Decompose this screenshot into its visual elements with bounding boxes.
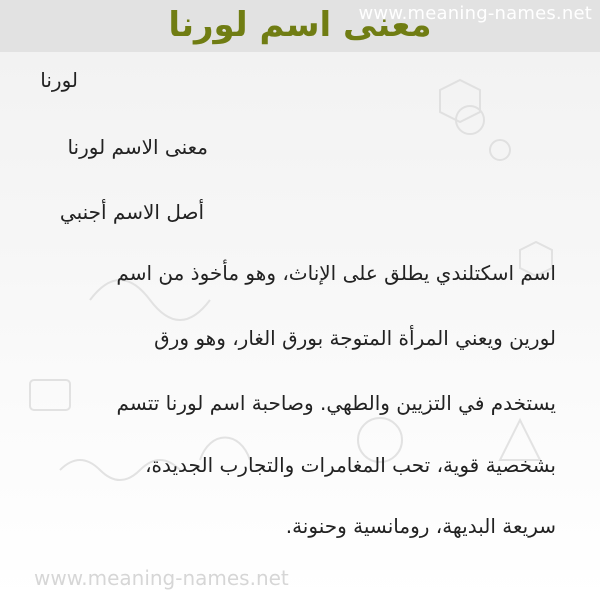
page-title: معنى اسم لورنا — [168, 5, 432, 45]
description-line-1: اسم اسكتلندي يطلق على الإناث، وهو مأخوذ من اسم — [116, 261, 556, 285]
description-line-3: يستخدم في التزيين والطهي. وصاحبة اسم لورنا تتسم — [116, 391, 556, 415]
description-line-2: لورين ويعني المرأة المتوجة بورق الغار، وهو ورق — [154, 326, 556, 350]
description-line-4: بشخصية قوية، تحب المغامرات والتجارب الجديدة، — [145, 453, 556, 477]
site-watermark-top: www.meaning-names.net — [358, 3, 592, 24]
site-watermark-bottom: www.meaning-names.net — [34, 566, 289, 590]
meaning-heading: معنى الاسم لورنا — [67, 135, 208, 159]
name-text: لورنا — [40, 68, 78, 92]
description-line-5: سريعة البديهة، رومانسية وحنونة. — [285, 514, 556, 538]
origin-text: أصل الاسم أجنبي — [59, 200, 204, 224]
